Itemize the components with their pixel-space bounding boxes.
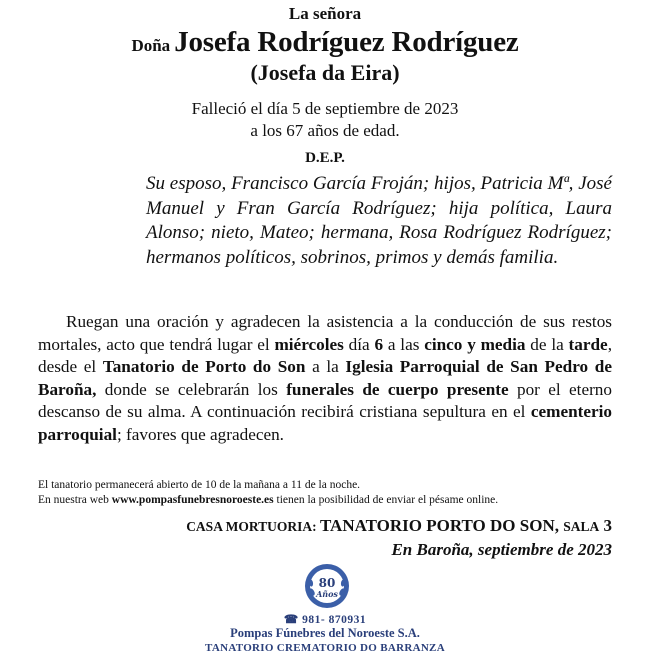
web-link[interactable]: www.pompasfunebresnoroeste.es: [111, 494, 274, 506]
announcement-origin: Tanatorio de Porto do Son: [102, 357, 306, 376]
funeral-home-place: TANATORIO PORTO DO SON,: [319, 516, 564, 535]
announcement-text: Ruegan una oración y agradecen la asistencia a la conducción de sus restos mortales, acto que tendrá lugar el: [38, 312, 612, 354]
logo-text: Años: [316, 589, 338, 599]
deceased-name-line: [0, 26, 650, 59]
announcement-text: a la: [305, 357, 346, 376]
web-note: [38, 493, 612, 508]
announcement-text: a las: [383, 334, 425, 354]
place-date: En Baroña, septiembre de 2023: [391, 540, 612, 559]
announcement-cemetery: cementerio parroquial: [38, 402, 612, 444]
company-phone-line: [0, 612, 650, 626]
anniversary-logo: [303, 562, 351, 610]
web-note-prefix: En nuestra web: [38, 494, 112, 506]
announcement-text: de la: [525, 334, 569, 354]
room-label: SALA: [563, 519, 600, 534]
family-list: [146, 172, 612, 270]
deceased-alias: (Josefa da Eira): [250, 60, 400, 85]
announcement-text: por el eterno descanso de su alma. A continuación recibirá cristiana sepultura en el: [38, 379, 612, 421]
announcement-paragraph: [38, 311, 612, 446]
honorific-line: La señora: [288, 4, 362, 23]
web-note-suffix: tienen la posibilidad de enviar el pésame online.: [273, 494, 499, 506]
company-name-secondary: TANATORIO CREMATORIO DO BARRANZA: [205, 642, 445, 654]
announcement-text: , desde el: [38, 334, 612, 376]
death-info: [0, 98, 650, 142]
laurel-badge-icon: [303, 562, 351, 610]
announcement-church: Iglesia Parroquial de San Pedro de Baroña,: [38, 357, 612, 399]
announcement-day: miércoles: [274, 334, 344, 354]
announcement-text: día: [343, 334, 375, 354]
funeral-home-line: [0, 516, 612, 536]
room-number: 3: [599, 516, 612, 535]
announcement-time: cinco y media: [424, 334, 526, 354]
logo-number: 80: [318, 576, 336, 590]
death-age: a los 67 años de edad.: [250, 121, 400, 140]
company-name: Pompas Fúnebres del Noroeste S.A.: [230, 626, 420, 640]
company-phone: 981- 870931: [302, 614, 367, 626]
family-text: Su esposo, Francisco García Froján; hijos, Patricia Mª, José Manuel y Fran García Rodríguez; hija política, Laura Alonso; nieto, Mateo; hermana, Rosa Rodríguez Rodríguez; hermanos políticos, sobrinos, primos y demás familia.: [146, 173, 612, 268]
dep-label: D.E.P.: [305, 150, 345, 166]
title-prefix: Doña: [131, 36, 171, 55]
announcement-period: tarde: [568, 334, 608, 354]
funeral-home-label: CASA MORTUORIA:: [186, 519, 320, 534]
announcement-funeral: funerales de cuerpo presente: [286, 379, 509, 399]
telephone-icon: ☎: [283, 614, 299, 626]
deceased-full-name: Josefa Rodríguez Rodríguez: [174, 26, 519, 58]
death-date: Falleció el día 5 de septiembre de 2023: [191, 99, 459, 118]
announcement-date: 6: [374, 334, 384, 354]
announcement-text: donde se celebrarán los: [96, 379, 287, 399]
opening-hours-note: El tanatorio permanecerá abierto de 10 de la mañana a 11 de la noche.: [38, 479, 361, 491]
announcement-text: ; favores que agradecen.: [116, 424, 284, 444]
